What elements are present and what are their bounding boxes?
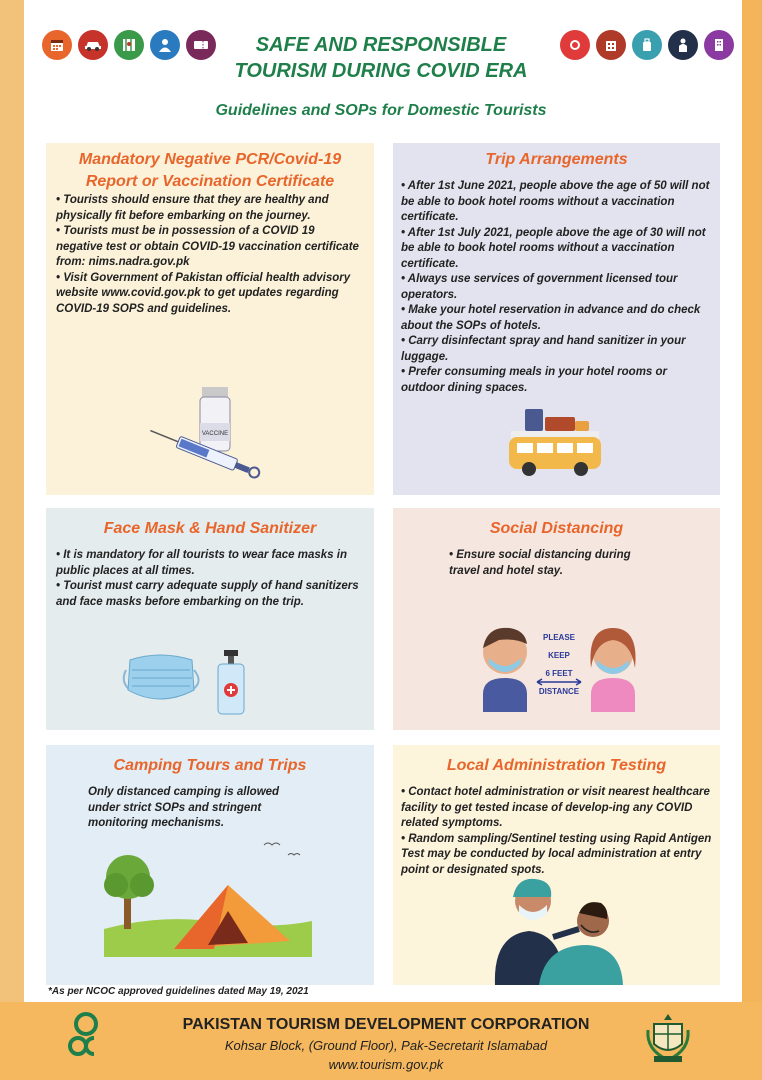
trip-bullet: • Make your hotel reservation in advance and do check about the SOPs of hotels. (401, 304, 701, 332)
doctor-cap (513, 879, 551, 897)
mask-sanitizer-illustration (120, 646, 280, 720)
trip-bullet: • After 1st July 2021, people above the age of 30 will not be able to book hotel rooms without a vaccination certificate. (401, 226, 706, 270)
page-subtitle: Guidelines and SOPs for Domestic Tourists (215, 102, 547, 119)
luggage-bag (525, 409, 543, 431)
distancing-illustration (479, 608, 639, 712)
pcr-bullet: • Visit Government of Pakistan official health advisory website www.covid.gov.pk to get updates regarding COVID-19 SOPS and guidelines. (56, 271, 351, 315)
government-emblem-icon (644, 1010, 692, 1064)
camping-title: Camping Tours and Trips (113, 757, 307, 774)
man-figure (483, 678, 527, 712)
pcr-bullet: • Tourists should ensure that they are healthy and physically fit before embarking on the journey. (56, 194, 329, 222)
mask-title: Face Mask & Hand Sanitizer (103, 520, 317, 537)
panel-camping (46, 745, 374, 985)
trip-bullet: • Always use services of government licensed tour operators. (401, 273, 678, 301)
testing-bullet: • Random sampling/Sentinel testing using Rapid Antigen Test may be conducted by local administration at entry point or designated spots. (401, 832, 712, 876)
trip-bullet: • Carry disinfectant spray and hand sanitizer in your luggage. (401, 335, 686, 363)
woman-figure (591, 678, 635, 712)
trip-title: Trip Arrangements (485, 151, 628, 168)
camping-text: Only distanced camping is allowed under strict SOPs and stringent monitoring mechanisms. (88, 786, 280, 829)
pcr-bullet: • Tourists must be in possession of a COVID 19 negative test or obtain COVID-19 vaccination certificate from: nims.nadra.gov.pk (56, 225, 359, 268)
van-illustration (505, 403, 605, 483)
trip-bullet: • Prefer consuming meals in your hotel rooms or outdoor dining spaces. (401, 366, 668, 394)
org-website[interactable]: www.tourism.gov.pk (328, 1057, 444, 1072)
panel-testing (393, 745, 720, 985)
org-address: Kohsar Block, (Ground Floor), Pak-Secretarit Islamabad (224, 1038, 548, 1053)
pcr-title-line1: Mandatory Negative PCR/Covid-19 (78, 151, 342, 168)
camping-illustration (104, 837, 312, 957)
vaccine-syringe-illustration (146, 383, 276, 483)
footnote: *As per NCOC approved guidelines dated May 19, 2021 (48, 986, 309, 997)
face-mask (128, 655, 194, 699)
org-name: PAKISTAN TOURISM DEVELOPMENT CORPORATION (182, 1016, 590, 1033)
page-title-line1: SAFE AND RESPONSIBLE (255, 34, 507, 56)
van-wheel (522, 462, 536, 476)
luggage-box (575, 421, 589, 431)
page-title-line2: TOURISM DURING COVID ERA (234, 60, 528, 82)
testing-illustration (489, 875, 629, 985)
birds (264, 843, 300, 855)
panel-trip (393, 143, 720, 495)
panel-mask (46, 508, 374, 730)
van-wheel (574, 462, 588, 476)
trip-bullet: • After 1st June 2021, people above the age of 50 will not be able to book hotel rooms without a vaccination certificate. (401, 180, 710, 223)
sign-please: PLEASE (542, 633, 576, 642)
mask-bullet: • It is mandatory for all tourists to wear face masks in public places at all times. (56, 549, 347, 577)
panel-pcr (46, 143, 374, 495)
panel-distancing (393, 508, 720, 730)
distancing-title: Social Distancing (489, 520, 624, 537)
mask-bullet: • Tourist must carry adequate supply of hand sanitizers and face masks before embarking on the trip. (56, 580, 359, 608)
luggage-suitcase (545, 417, 575, 431)
ptdc-logo-icon (66, 1010, 106, 1062)
sign-6-feet: 6 FEET (545, 669, 573, 678)
sign-keep: KEEP (548, 651, 570, 660)
vial-cap (202, 387, 228, 397)
testing-title: Local Administration Testing (446, 757, 667, 774)
pcr-title-line2: Report or Vaccination Certificate (85, 173, 335, 190)
sign-distance: DISTANCE (538, 687, 580, 696)
vial-label: VACCINE (201, 431, 229, 437)
pump-head (224, 650, 238, 656)
testing-bullet: • Contact hotel administration or visit nearest healthcare facility to get tested incase of develop-ing any COVID related symptoms. (401, 786, 710, 829)
distance-arrow (537, 679, 581, 685)
decorative-edge (742, 0, 762, 1002)
distancing-bullet: • Ensure social distancing during travel and hotel stay. (449, 549, 631, 577)
